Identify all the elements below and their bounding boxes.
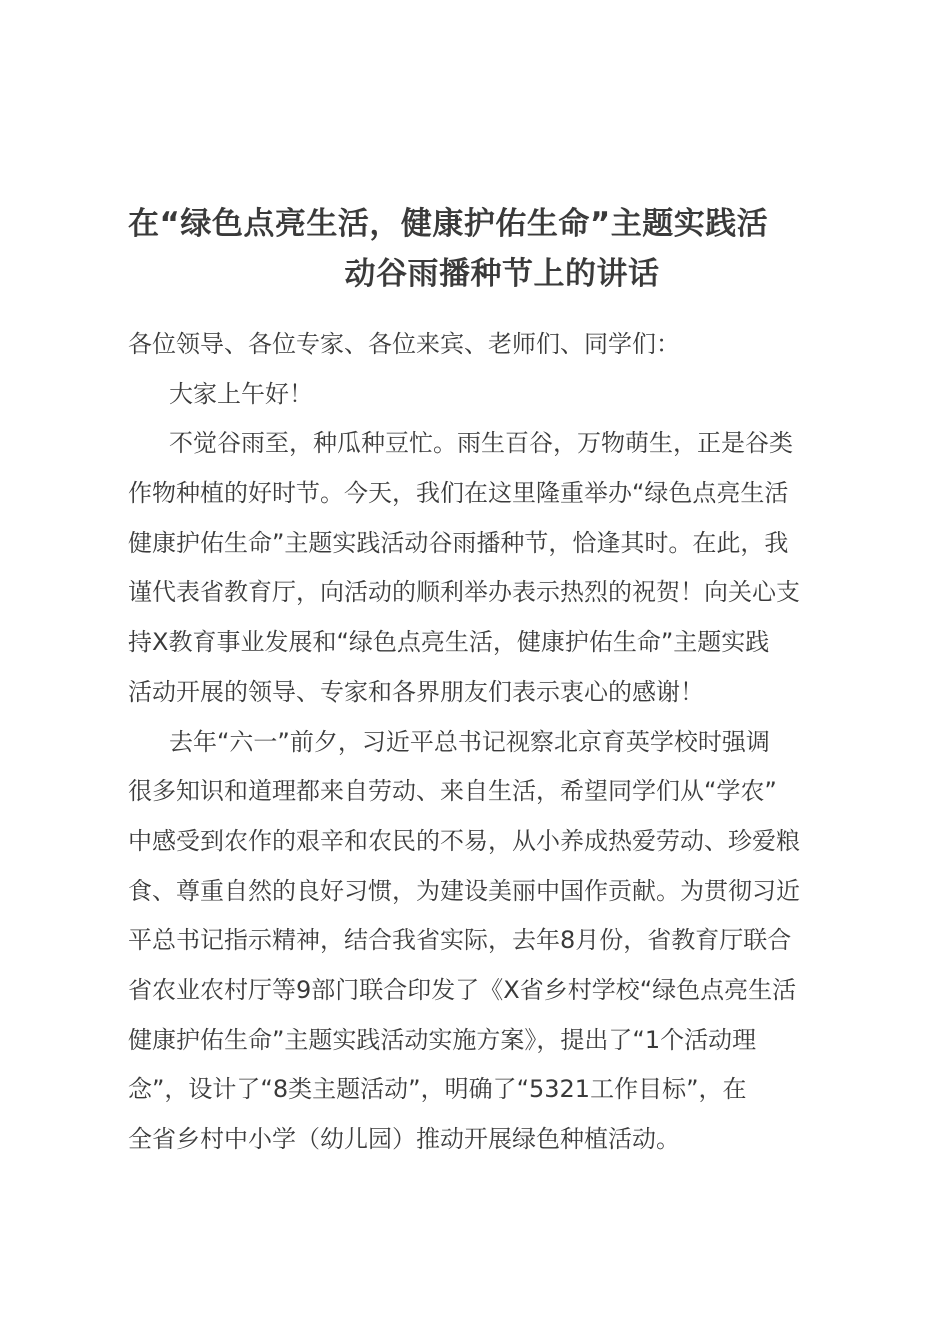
greeting: 大家上午好！ (169, 379, 313, 408)
paragraph-line: 平总书记指示精神，结合我省实际，去年8月份，省教育厅联合 (128, 926, 792, 955)
paragraph-line: 不觉谷雨至，种瓜种豆忙。雨生百谷，万物萌生，正是谷类 (169, 429, 793, 458)
paragraph-line: 健康护佑生命”主题实践活动实施方案》，提出了“1个活动理 (128, 1025, 757, 1054)
document-title (120, 199, 870, 299)
paragraph-line: 活动开展的领导、专家和各界朋友们表示衷心的感谢！ (128, 677, 704, 706)
paragraph-2 (128, 718, 858, 1165)
paragraph-line: 谨代表省教育厅，向活动的顺利举办表示热烈的祝贺！向关心支 (128, 578, 800, 607)
paragraph-line: 食、尊重自然的良好习惯，为建设美丽中国作贡献。为贯彻习近 (128, 876, 800, 905)
paragraph-line: 健康护佑生命”主题实践活动谷雨播种节，恰逢其时。在此，我 (128, 528, 789, 557)
paragraph-line: 很多知识和道理都来自劳动、来自生活，希望同学们从“学农” (128, 777, 777, 806)
paragraph-line: 持X教育事业发展和“绿色点亮生活，健康护佑生命”主题实践 (128, 628, 770, 657)
paragraph-1 (128, 419, 858, 717)
paragraph-line: 作物种植的好时节。今天，我们在这里隆重举办“绿色点亮生活 (128, 479, 789, 508)
document-body (128, 320, 858, 1165)
paragraph-line: 中感受到农作的艰辛和农民的不易，从小养成热爱劳动、珍爱粮 (128, 826, 800, 855)
paragraph-line: 全省乡村中小学（幼儿园）推动开展绿色种植活动。 (128, 1125, 680, 1153)
salutation: 各位领导、各位专家、各位来宾、老师们、同学们： (128, 330, 680, 358)
paragraph-line: 去年“六一”前夕，习近平总书记视察北京育英学校时强调 (169, 727, 770, 756)
title-line-1: 在“绿色点亮生活，健康护佑生命”主题实践活 (128, 206, 769, 242)
paragraph-line: 念”，设计了“8类主题活动”，明确了“5321工作目标”，在 (128, 1075, 747, 1104)
title-line-2: 动谷雨播种节上的讲话 (344, 256, 660, 292)
paragraph-line: 省农业农村厅等9部门联合印发了《X省乡村学校“绿色点亮生活 (128, 975, 797, 1004)
